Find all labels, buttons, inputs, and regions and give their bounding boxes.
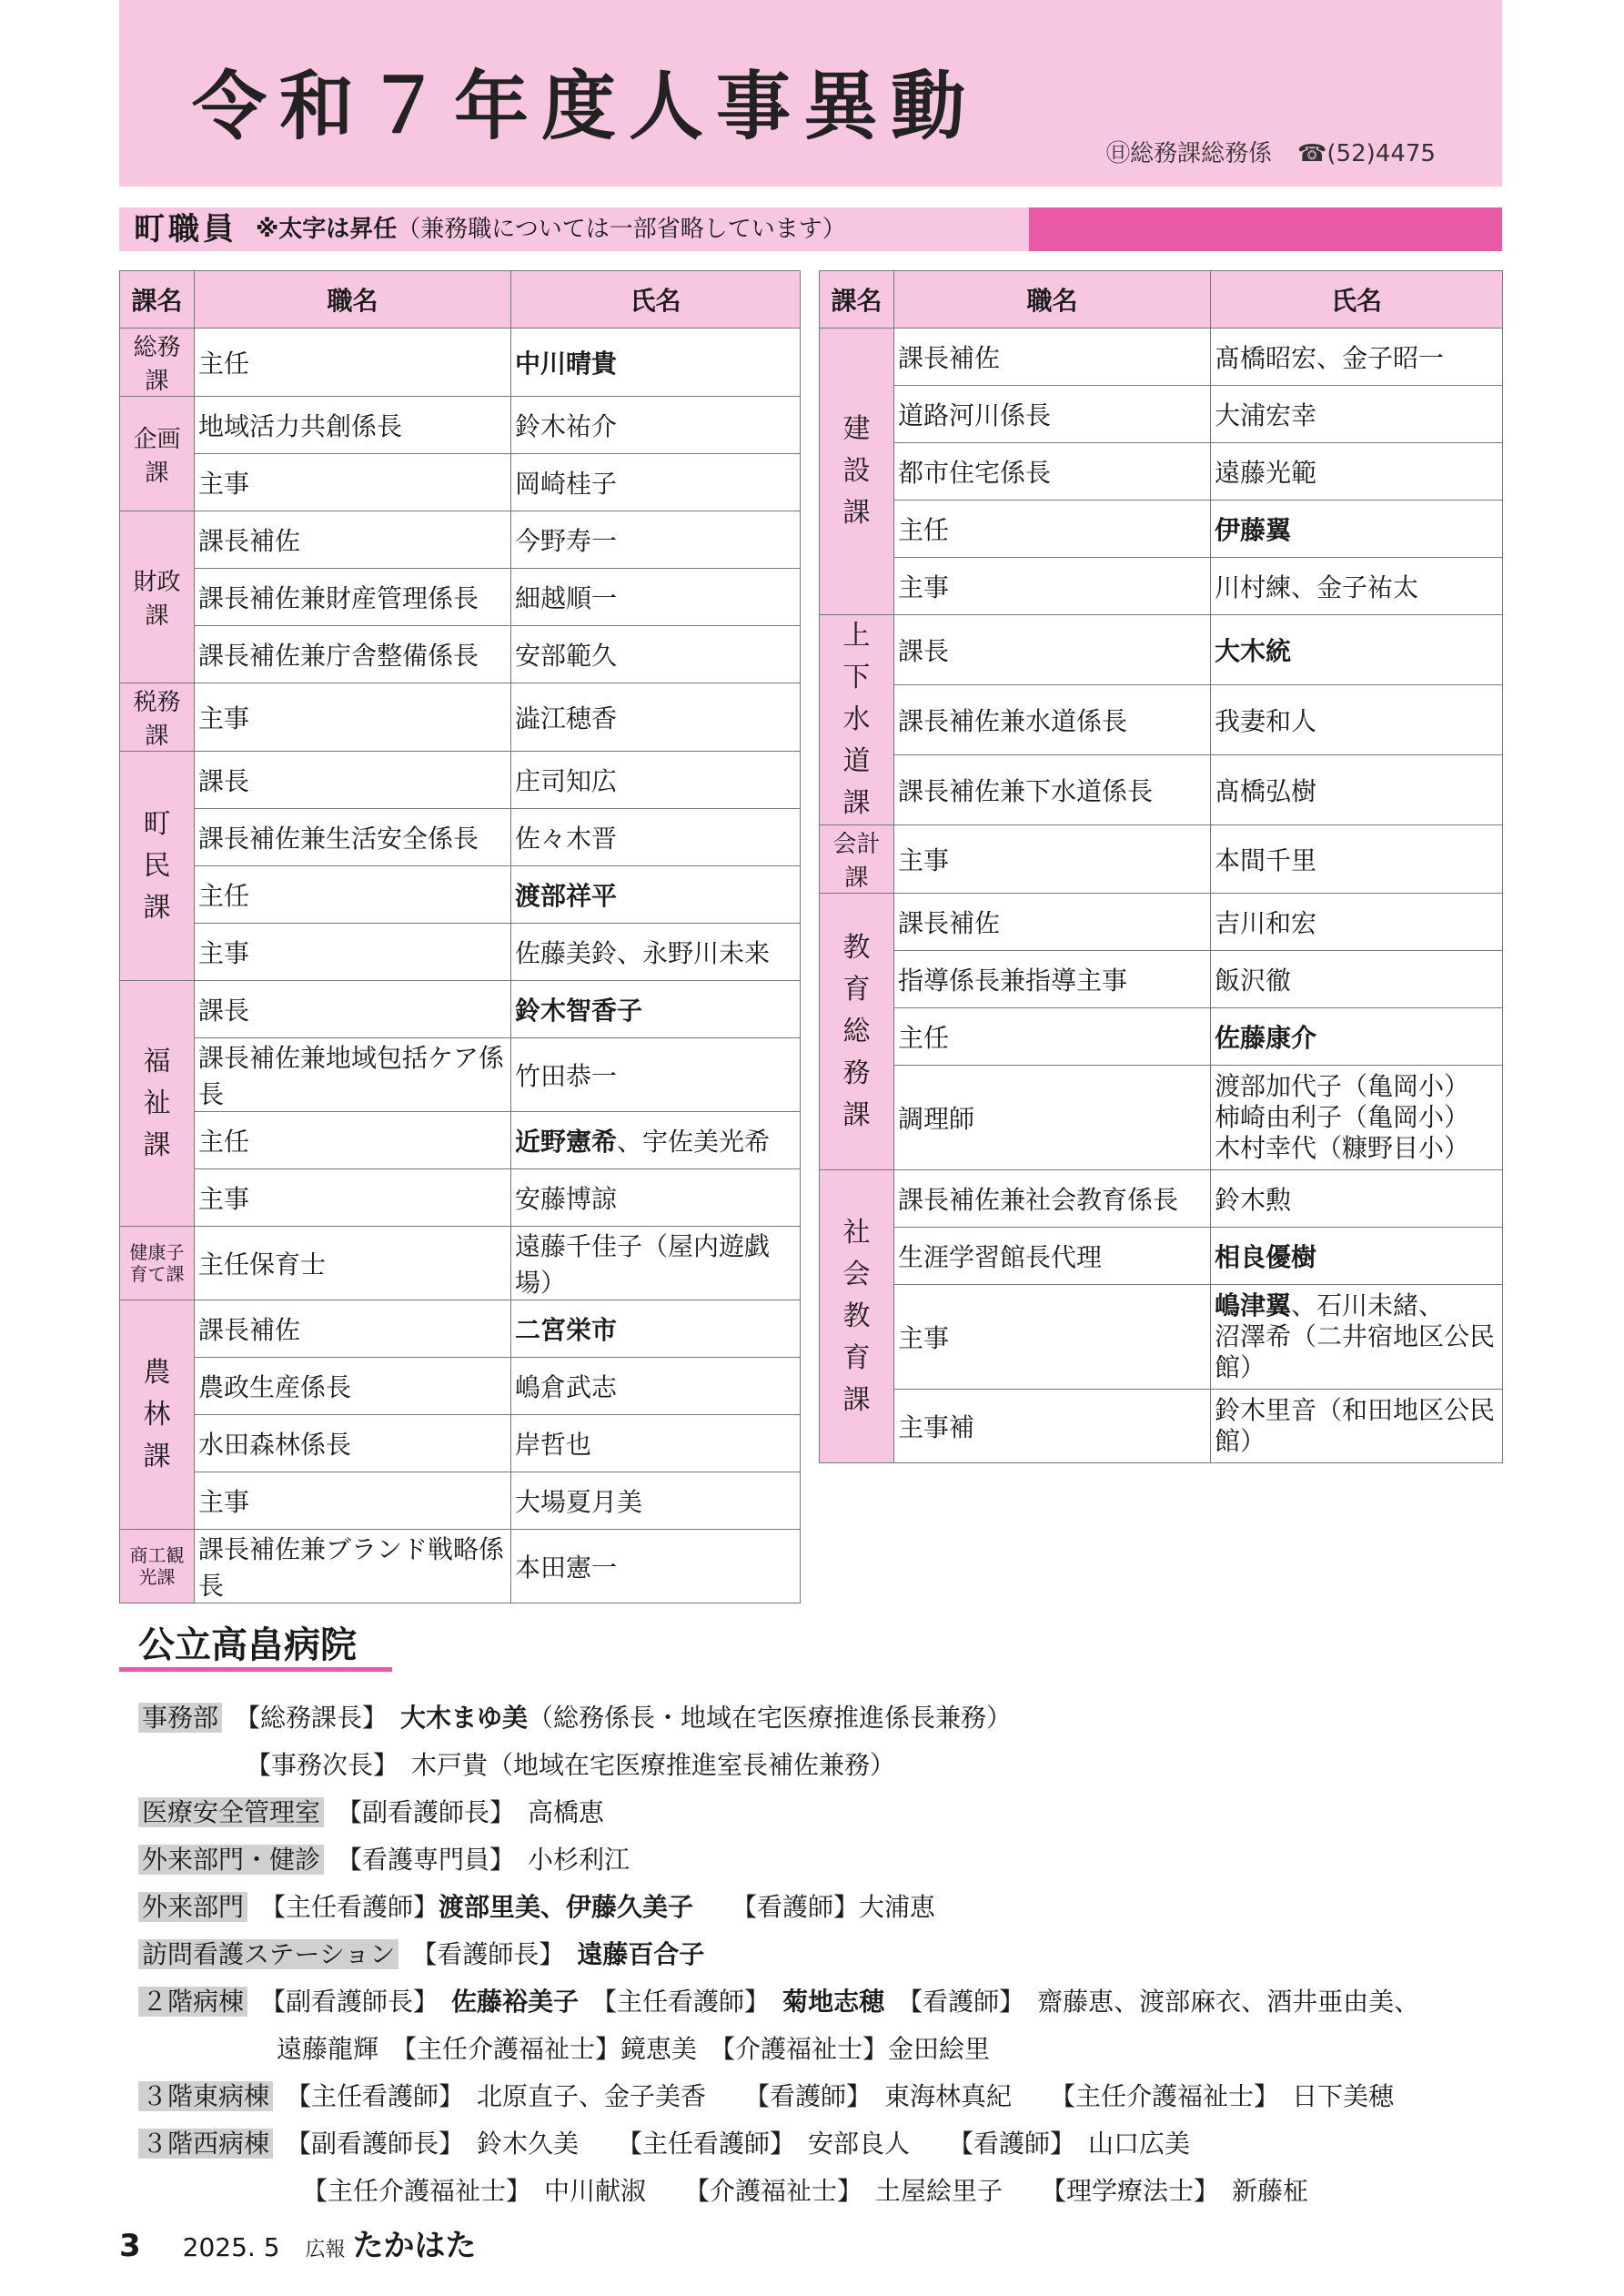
text-segment: 【事務次長】 木戸貴（地域在宅医療推進室長補佐兼務） <box>246 1750 896 1780</box>
post-cell: 課長補佐兼社会教育係長 <box>894 1170 1211 1228</box>
name-text: 遠藤光範 <box>1215 458 1317 488</box>
table-row <box>820 894 1503 951</box>
post-cell: 農政生産係長 <box>195 1358 511 1415</box>
table-row <box>120 397 801 454</box>
post-cell: 主任 <box>894 1008 1211 1066</box>
publication-label: 広報 <box>305 2239 346 2261</box>
header-post: 職名 <box>195 271 511 329</box>
post-cell: 課長補佐兼水道係長 <box>894 685 1211 755</box>
dept-label: 商工観光課 <box>129 1544 185 1588</box>
table-row <box>120 1415 801 1472</box>
staff-name: 大木まゆ美 <box>400 1703 529 1733</box>
post-cell: 主事補 <box>894 1390 1211 1463</box>
dept-cell <box>820 615 894 825</box>
section-note <box>256 207 1029 251</box>
name-text: 髙橋弘樹 <box>1215 776 1317 806</box>
dept-cell <box>120 981 195 1227</box>
table-row <box>820 386 1503 443</box>
name-text: 竹田恭一 <box>515 1061 618 1091</box>
table-row <box>820 685 1503 755</box>
name-cell <box>511 569 801 626</box>
name-text: 鈴木勲 <box>1215 1185 1292 1215</box>
hospital-title: 公立高畠病院 <box>138 1624 357 1666</box>
table-row <box>120 1300 801 1358</box>
post-cell: 調理師 <box>894 1066 1211 1170</box>
section-note-rest: （兼務職については一部省略しています） <box>397 216 846 243</box>
post-cell: 主事 <box>195 924 511 981</box>
table-row <box>820 1066 1503 1170</box>
name-text: 、石川未緒、 沼澤希（二井宿地区公民館） <box>1215 1290 1496 1382</box>
dept-cell <box>120 1530 195 1603</box>
dept-cell: 総務課 <box>120 329 195 397</box>
dept-cell: 会計課 <box>820 825 894 894</box>
post-cell: 課長補佐 <box>894 894 1211 951</box>
department-label: ３階東病棟 <box>138 2081 273 2111</box>
name-text: 飯沢徹 <box>1215 966 1292 996</box>
table-row <box>120 981 801 1038</box>
dept-cell: 企画課 <box>120 397 195 511</box>
name-cell <box>1211 685 1503 755</box>
table-row <box>120 752 801 809</box>
name-cell <box>511 397 801 454</box>
department-label: 外来部門・健診 <box>138 1845 324 1875</box>
name-cell <box>1211 386 1503 443</box>
name-text: 岡崎桂子 <box>515 469 618 499</box>
name-cell <box>511 454 801 511</box>
name-cell <box>511 1038 801 1112</box>
name-cell <box>1211 1066 1503 1170</box>
contact-dept: ㊐総務課総務係 <box>1106 140 1273 167</box>
post-cell: 課長補佐兼地域包括ケア係長 <box>195 1038 511 1112</box>
header-dept: 課名 <box>820 271 894 329</box>
text-segment: 【看護師長】 <box>398 1939 578 1969</box>
dept-label: 福祉課 <box>143 1045 171 1161</box>
dept-label: 町民課 <box>143 807 171 924</box>
name-cell <box>511 1300 801 1358</box>
staff-name: 渡部里美、伊藤久美子 <box>439 1892 694 1922</box>
table-row <box>820 501 1503 558</box>
name-text: 鈴木智香子 <box>515 996 643 1026</box>
name-text: 鈴木祐介 <box>515 411 618 441</box>
dept-cell <box>120 1300 195 1530</box>
section-label: 町職員 <box>119 207 256 251</box>
table-row <box>120 1038 801 1112</box>
table-row <box>820 1008 1503 1066</box>
post-cell: 主任 <box>195 1112 511 1169</box>
text-segment: 【看護専門員】 小杉利江 <box>324 1845 630 1875</box>
table-row <box>820 1170 1503 1228</box>
table-header-row <box>820 271 1503 329</box>
post-cell: 主任保育士 <box>195 1227 511 1300</box>
name-cell <box>511 511 801 569</box>
contact-info <box>1106 135 1436 168</box>
header-name: 氏名 <box>1211 271 1503 329</box>
table-row <box>120 1358 801 1415</box>
section-bar <box>119 207 1502 251</box>
post-cell: 課長補佐兼下水道係長 <box>894 755 1211 825</box>
table-row <box>120 511 801 569</box>
table-row <box>120 866 801 924</box>
post-cell: 課長補佐兼庁舎整備係長 <box>195 626 511 683</box>
staff-name: 菊地志穂 <box>782 1987 885 2017</box>
text-segment: 【主任看護師】 <box>247 1892 439 1922</box>
name-text: 、宇佐美光希 <box>617 1127 771 1157</box>
name-text: 今野寿一 <box>515 526 618 556</box>
department-label: ３階西病棟 <box>138 2129 273 2159</box>
dept-label: 上下水道課 <box>842 620 871 819</box>
name-cell <box>511 329 801 397</box>
post-cell: 水田森林係長 <box>195 1415 511 1472</box>
dept-cell: 財政課 <box>120 511 195 683</box>
table-row <box>120 683 801 752</box>
name-cell <box>1211 755 1503 825</box>
page-number: 3 <box>119 2228 141 2264</box>
hospital-row <box>138 2026 1503 2073</box>
hospital-row <box>138 1884 1503 1931</box>
text-segment: 【主任介護福祉士】 中川献淑 【介護福祉士】 土屋絵里子 【理学療法士】 新藤柾 <box>302 2176 1309 2206</box>
post-cell: 課長 <box>894 615 1211 685</box>
contact-tel: ☎(52)4475 <box>1297 140 1436 167</box>
table-row <box>120 924 801 981</box>
name-text: 渡部加代子（亀岡小） 柿崎由利子（亀岡小） 木村幸代（糠野目小） <box>1215 1071 1470 1163</box>
hospital-row <box>138 2120 1503 2168</box>
table-header-row <box>120 271 801 329</box>
name-text: 佐藤康介 <box>1215 1023 1317 1053</box>
post-cell: 課長 <box>195 752 511 809</box>
text-segment: 【看護師】大浦恵 <box>693 1892 936 1922</box>
publication-name: たかはた <box>352 2228 477 2264</box>
table-row <box>120 329 801 397</box>
table-row <box>820 825 1503 894</box>
name-text: 安藤博諒 <box>515 1184 618 1214</box>
name-text: 嶋倉武志 <box>515 1372 618 1402</box>
post-cell: 課長補佐 <box>195 1300 511 1358</box>
table-row <box>120 1169 801 1227</box>
table-row <box>120 1530 801 1603</box>
name-text: 大浦宏幸 <box>1215 400 1317 430</box>
name-cell <box>511 809 801 866</box>
name-text: 髙橋昭宏、金子昭一 <box>1215 343 1445 373</box>
name-cell <box>511 626 801 683</box>
post-cell: 主事 <box>894 558 1211 615</box>
department-label: 医療安全管理室 <box>138 1797 324 1827</box>
name-cell <box>1211 1390 1503 1463</box>
name-text: 近野憲希 <box>515 1127 618 1157</box>
name-cell <box>1211 1285 1503 1390</box>
table-row <box>820 443 1503 501</box>
post-cell: 課長補佐兼財産管理係長 <box>195 569 511 626</box>
text-segment: 【副看護師長】 <box>247 1987 452 2017</box>
name-text: 中川晴貴 <box>515 349 618 379</box>
post-cell: 主事 <box>894 1285 1211 1390</box>
name-cell <box>1211 501 1503 558</box>
table-row <box>120 1472 801 1530</box>
post-cell: 主事 <box>195 1472 511 1530</box>
department-label: ２階病棟 <box>138 1987 247 2017</box>
dept-label: 農林課 <box>143 1356 171 1472</box>
dept-cell <box>120 1227 195 1300</box>
header-name: 氏名 <box>511 271 801 329</box>
name-cell <box>1211 615 1503 685</box>
dept-cell: 税務課 <box>120 683 195 752</box>
table-row <box>120 626 801 683</box>
table-row <box>820 615 1503 685</box>
post-cell: 主事 <box>195 1169 511 1227</box>
name-cell <box>1211 558 1503 615</box>
post-cell: 主任 <box>195 329 511 397</box>
post-cell: 主任 <box>894 501 1211 558</box>
name-text: 庄司知広 <box>515 766 618 796</box>
text-segment: 【総務課長】 <box>222 1703 401 1733</box>
post-cell: 都市住宅係長 <box>894 443 1211 501</box>
hospital-list <box>138 1694 1503 2215</box>
name-cell <box>511 683 801 752</box>
name-text: 川村練、金子祐太 <box>1215 572 1419 602</box>
hospital-title-underline <box>119 1667 392 1672</box>
post-cell: 主任 <box>195 866 511 924</box>
post-cell: 課長補佐 <box>894 329 1211 386</box>
post-cell: 課長 <box>195 981 511 1038</box>
text-segment: 【看護師】 齋藤恵、渡部麻衣、酒井亜由美、 <box>884 1987 1420 2017</box>
post-cell: 課長補佐 <box>195 511 511 569</box>
name-text: 岸哲也 <box>515 1430 592 1460</box>
name-cell <box>1211 1170 1503 1228</box>
department-label: 訪問看護ステーション <box>138 1939 398 1969</box>
hospital-row <box>138 2073 1503 2120</box>
hospital-row <box>138 2168 1503 2215</box>
name-cell <box>1211 1008 1503 1066</box>
issue-date: 2025. 5 <box>182 2232 280 2262</box>
text-segment: 【副看護師長】 高橋恵 <box>324 1797 605 1827</box>
name-cell <box>1211 329 1503 386</box>
name-cell <box>511 752 801 809</box>
department-label: 外来部門 <box>138 1892 247 1922</box>
text-segment: 【主任看護師】 北原直子、金子美香 【看護師】 東海林真紀 【主任介護福祉士】 日下美穂 <box>273 2081 1395 2111</box>
name-cell <box>511 1530 801 1603</box>
department-label: 事務部 <box>138 1703 222 1733</box>
hospital-row <box>138 1789 1503 1836</box>
section-note-bold: ※太字は昇任 <box>256 216 398 243</box>
header-post: 職名 <box>894 271 1211 329</box>
name-text: 本間千里 <box>1215 845 1317 875</box>
name-text: 二宮栄市 <box>515 1315 618 1345</box>
dept-cell <box>820 329 894 615</box>
dept-label: 建設課 <box>842 413 871 529</box>
name-cell <box>511 866 801 924</box>
footer <box>119 2220 477 2265</box>
name-text: 佐藤美鈴、永野川未来 <box>515 938 771 968</box>
table-row <box>120 569 801 626</box>
name-text: 本田憲一 <box>515 1553 618 1583</box>
name-text: 我妻和人 <box>1215 706 1317 736</box>
post-cell: 生涯学習館長代理 <box>894 1228 1211 1285</box>
table-row <box>120 809 801 866</box>
hospital-row <box>138 1978 1503 2026</box>
name-text: 大木統 <box>1215 636 1292 666</box>
hospital-row <box>138 1694 1503 1742</box>
text-segment: 【副看護師長】 鈴木久美 【主任看護師】 安部良人 【看護師】 山口広美 <box>273 2129 1191 2159</box>
name-text: 細越順一 <box>515 583 618 613</box>
hospital-row <box>138 1931 1503 1978</box>
table-row <box>820 951 1503 1008</box>
name-cell <box>511 1472 801 1530</box>
name-text: 吉川和宏 <box>1215 908 1317 938</box>
text-segment: （総務係長・地域在宅医療推進係長兼務） <box>528 1703 1013 1733</box>
table-row <box>820 755 1503 825</box>
name-text: 澁江穂香 <box>515 703 618 733</box>
name-cell <box>1211 951 1503 1008</box>
post-cell: 主事 <box>195 454 511 511</box>
table-row <box>820 1285 1503 1390</box>
name-text: 渡部祥平 <box>515 881 618 911</box>
dept-cell <box>820 894 894 1170</box>
name-cell <box>511 1169 801 1227</box>
post-cell: 課長補佐兼ブランド戦略係長 <box>195 1530 511 1603</box>
dept-label: 教育総務課 <box>842 931 871 1131</box>
post-cell: 道路河川係長 <box>894 386 1211 443</box>
header-dept: 課名 <box>120 271 195 329</box>
header-banner <box>119 0 1502 187</box>
staff-table-right <box>819 270 1503 1463</box>
name-text: 相良優樹 <box>1215 1242 1317 1272</box>
name-text: 嶋津翼 <box>1215 1290 1292 1320</box>
page-title: 令和７年度人事異動 <box>192 64 979 150</box>
name-text: 大場夏月美 <box>515 1487 643 1517</box>
name-cell <box>511 981 801 1038</box>
name-cell <box>1211 443 1503 501</box>
post-cell: 主事 <box>195 683 511 752</box>
name-text: 伊藤翼 <box>1215 515 1292 545</box>
hospital-row <box>138 1836 1503 1884</box>
name-text: 遠藤千佳子（屋内遊戯場） <box>515 1231 771 1298</box>
name-cell <box>511 924 801 981</box>
table-row <box>820 329 1503 386</box>
staff-name: 佐藤裕美子 <box>451 1987 580 2017</box>
post-cell: 地域活力共創係長 <box>195 397 511 454</box>
staff-name: 遠藤百合子 <box>577 1939 705 1969</box>
staff-table-left <box>119 270 801 1603</box>
name-text: 安部範久 <box>515 641 618 671</box>
table-row <box>120 1227 801 1300</box>
post-cell: 課長補佐兼生活安全係長 <box>195 809 511 866</box>
table-row <box>820 1390 1503 1463</box>
table-row <box>820 1228 1503 1285</box>
name-text: 鈴木里音（和田地区公民館） <box>1215 1395 1496 1456</box>
text-segment: 【主任看護師】 <box>579 1987 783 2017</box>
text-segment: 遠藤龍輝 【主任介護福祉士】鏡恵美 【介護福祉士】金田絵里 <box>277 2034 991 2064</box>
dept-cell <box>120 752 195 981</box>
name-cell <box>511 1358 801 1415</box>
table-row <box>120 454 801 511</box>
dept-label: 社会教育課 <box>842 1216 871 1416</box>
table-row <box>120 1112 801 1169</box>
name-cell <box>511 1415 801 1472</box>
post-cell: 指導係長兼指導主事 <box>894 951 1211 1008</box>
name-cell <box>1211 894 1503 951</box>
name-cell <box>1211 1228 1503 1285</box>
name-cell <box>511 1227 801 1300</box>
name-cell <box>511 1112 801 1169</box>
post-cell: 主事 <box>894 825 1211 894</box>
hospital-row <box>138 1742 1503 1789</box>
name-cell <box>1211 825 1503 894</box>
name-text: 佐々木晋 <box>515 824 618 854</box>
table-row <box>820 558 1503 615</box>
dept-cell <box>820 1170 894 1463</box>
dept-label: 健康子育て課 <box>129 1241 185 1285</box>
